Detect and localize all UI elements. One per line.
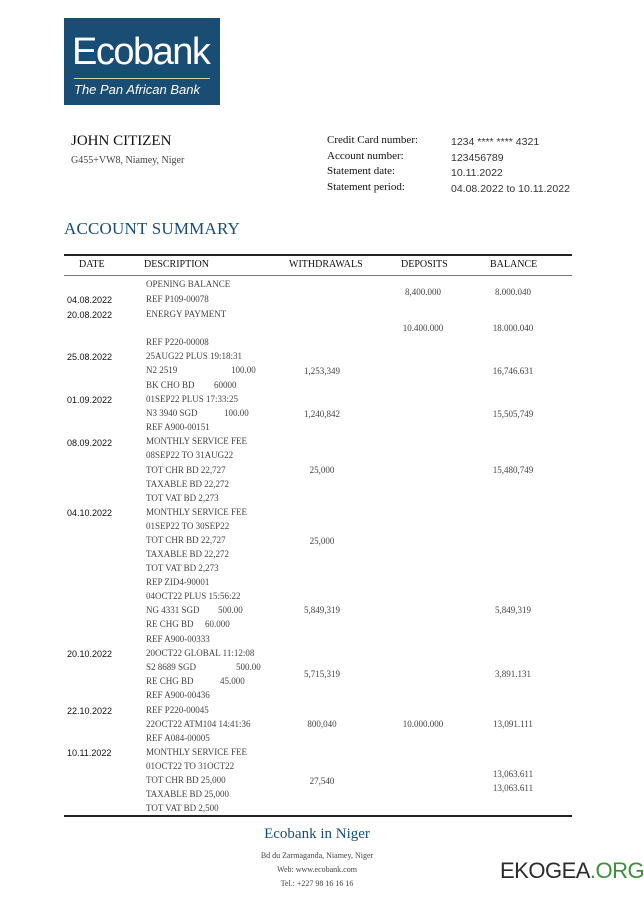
description-line: ENERGY PAYMENT	[146, 309, 227, 319]
info-value-account: 123456789	[451, 152, 504, 164]
row-date: 04.08.2022	[67, 295, 113, 305]
description-line: NG 4331 SGD	[146, 605, 200, 615]
description-line: TOT CHR BD 22,727	[146, 465, 226, 475]
withdrawal-amount: 800,040	[307, 719, 337, 729]
header-date: DATE	[79, 259, 105, 270]
table-top-rule	[64, 254, 572, 256]
row-date: 08.09.2022	[67, 438, 113, 448]
withdrawal-amount: 25,000	[309, 465, 335, 475]
description-amount: 500.00	[236, 662, 261, 672]
balance-amount: 18.000.040	[492, 323, 534, 333]
row-date: 22.10.2022	[67, 706, 113, 716]
customer-name: JOHN CITIZEN	[71, 133, 172, 149]
balance-amount: 13,091.111	[493, 719, 533, 729]
description-line: 08SEP22 TO 31AUG22	[146, 450, 234, 460]
description-line: REF P109-00078	[146, 294, 209, 304]
description-line: 22OCT22 ATM104 14:41:36	[146, 719, 251, 729]
row-date: 20.08.2022	[67, 310, 113, 320]
header-description: DESCRIPTION	[144, 259, 210, 270]
watermark-part2: .ORG	[589, 858, 644, 883]
description-amount: 500.00	[218, 605, 243, 615]
description-line: TOT VAT BD 2,273	[146, 563, 219, 573]
account-summary-title: ACCOUNT SUMMARY	[64, 219, 241, 238]
row-date: 25.08.2022	[67, 352, 113, 362]
logo-name: Ecobank	[72, 31, 210, 73]
footer-title: Ecobank in Niger	[264, 826, 370, 842]
info-value-card: 1234 **** **** 4321	[451, 136, 540, 148]
header-withdrawals: WITHDRAWALS	[289, 259, 363, 270]
row-date: 04.10.2022	[67, 508, 113, 518]
description-amount: 60.000	[205, 619, 230, 629]
description-line: S2 8689 SGD	[146, 662, 197, 672]
withdrawal-amount: 25,000	[309, 536, 335, 546]
description-line: 25AUG22 PLUS 19:18:31	[146, 351, 243, 361]
withdrawal-amount: 27,540	[309, 776, 335, 786]
description-line: REF P220-00008	[146, 337, 209, 347]
description-line: 01SEP22 PLUS 17:33:25	[146, 394, 239, 404]
header-balance: BALANCE	[490, 259, 538, 270]
description-line: RE CHG BD	[146, 676, 194, 686]
info-label-account: Account number:	[327, 150, 404, 162]
balance-amount: 15,480,749	[492, 465, 534, 475]
description-line: TAXABLE BD 22,272	[146, 479, 230, 489]
description-line: N3 3940 SGD	[146, 408, 198, 418]
description-line: REF A900-00436	[146, 690, 210, 700]
ecobank-logo	[64, 18, 220, 105]
info-label-period: Statement period:	[327, 181, 405, 193]
description-line: REF P220-00045	[146, 705, 209, 715]
description-amount: 100.00	[224, 408, 249, 418]
customer-address: G455+VW8, Niamey, Niger	[71, 155, 185, 166]
description-line: REF A084-00005	[146, 733, 210, 743]
deposit-amount: 8,400.000	[405, 287, 441, 297]
description-line: REP ZID4-90001	[146, 577, 210, 587]
description-line: N2 2519	[146, 365, 178, 375]
description-line: TOT CHR BD 25,000	[146, 775, 226, 785]
description-line: MONTHLY SERVICE FEE	[146, 507, 248, 517]
description-line: 01OCT22 TO 31OCT22	[146, 761, 235, 771]
description-line: TAXABLE BD 25,000	[146, 789, 230, 799]
description-line: TOT VAT BD 2,273	[146, 493, 219, 503]
row-date: 10.11.2022	[67, 748, 112, 758]
description-amount: 100.00	[231, 365, 256, 375]
footer-address: Bd du Zarmaganda, Niamey, Niger	[260, 851, 374, 860]
description-line: 01SEP22 TO 30SEP22	[146, 521, 230, 531]
description-line: REF A900-00333	[146, 634, 210, 644]
deposit-amount: 10.400.000	[402, 323, 444, 333]
description-line: TAXABLE BD 22,272	[146, 549, 230, 559]
table-bottom-rule	[64, 815, 572, 817]
logo-tagline: The Pan African Bank	[74, 82, 200, 97]
description-line: TOT VAT BD 2,500	[146, 803, 219, 813]
logo-rule	[74, 78, 210, 79]
watermark-part1: EKOGEA	[500, 858, 590, 883]
balance-amount: 13,063.611	[492, 783, 534, 793]
row-date: 01.09.2022	[67, 395, 113, 405]
balance-amount: 3,891.131	[495, 669, 531, 679]
balance-amount: 8.000.040	[495, 287, 531, 297]
balance-amount: 13,063.611	[492, 769, 534, 779]
description-line: 04OCT22 PLUS 15:56:22	[146, 591, 241, 601]
watermark	[500, 858, 644, 884]
description-line: RE CHG BD	[146, 619, 194, 629]
info-value-period: 04.08.2022 to 10.11.2022	[451, 183, 570, 195]
description-line: BK CHO BD	[146, 380, 195, 390]
info-label-card: Credit Card number:	[327, 134, 419, 146]
description-line: OPENING BALANCE	[146, 279, 231, 289]
withdrawal-amount: 1,240,842	[304, 409, 340, 419]
balance-amount: 5,849,319	[495, 605, 531, 615]
footer-web: Web: www.ecobank.com	[277, 865, 357, 874]
footer-tel: Tel.: +227 98 16 16 16	[280, 879, 354, 888]
header-deposits: DEPOSITS	[401, 259, 448, 270]
description-amount: 45.000	[220, 676, 245, 686]
description-line: TOT CHR BD 22,727	[146, 535, 226, 545]
withdrawal-amount: 5,849,319	[304, 605, 340, 615]
description-amount: 60000	[214, 380, 237, 390]
info-label-statement-date: Statement date:	[327, 165, 396, 177]
description-line: REF A900-00151	[146, 422, 210, 432]
row-date: 20.10.2022	[67, 649, 113, 659]
table-header-rule	[64, 275, 572, 276]
deposit-amount: 10.000.000	[402, 719, 444, 729]
withdrawal-amount: 1,253,349	[304, 366, 340, 376]
info-value-statement-date: 10.11.2022	[451, 167, 503, 179]
balance-amount: 16,746.631	[492, 366, 534, 376]
balance-amount: 15,505,749	[492, 409, 534, 419]
description-line: MONTHLY SERVICE FEE	[146, 436, 248, 446]
description-line: 20OCT22 GLOBAL 11:12:08	[146, 648, 255, 658]
withdrawal-amount: 5,715,319	[304, 669, 340, 679]
description-line: MONTHLY SERVICE FEE	[146, 747, 248, 757]
